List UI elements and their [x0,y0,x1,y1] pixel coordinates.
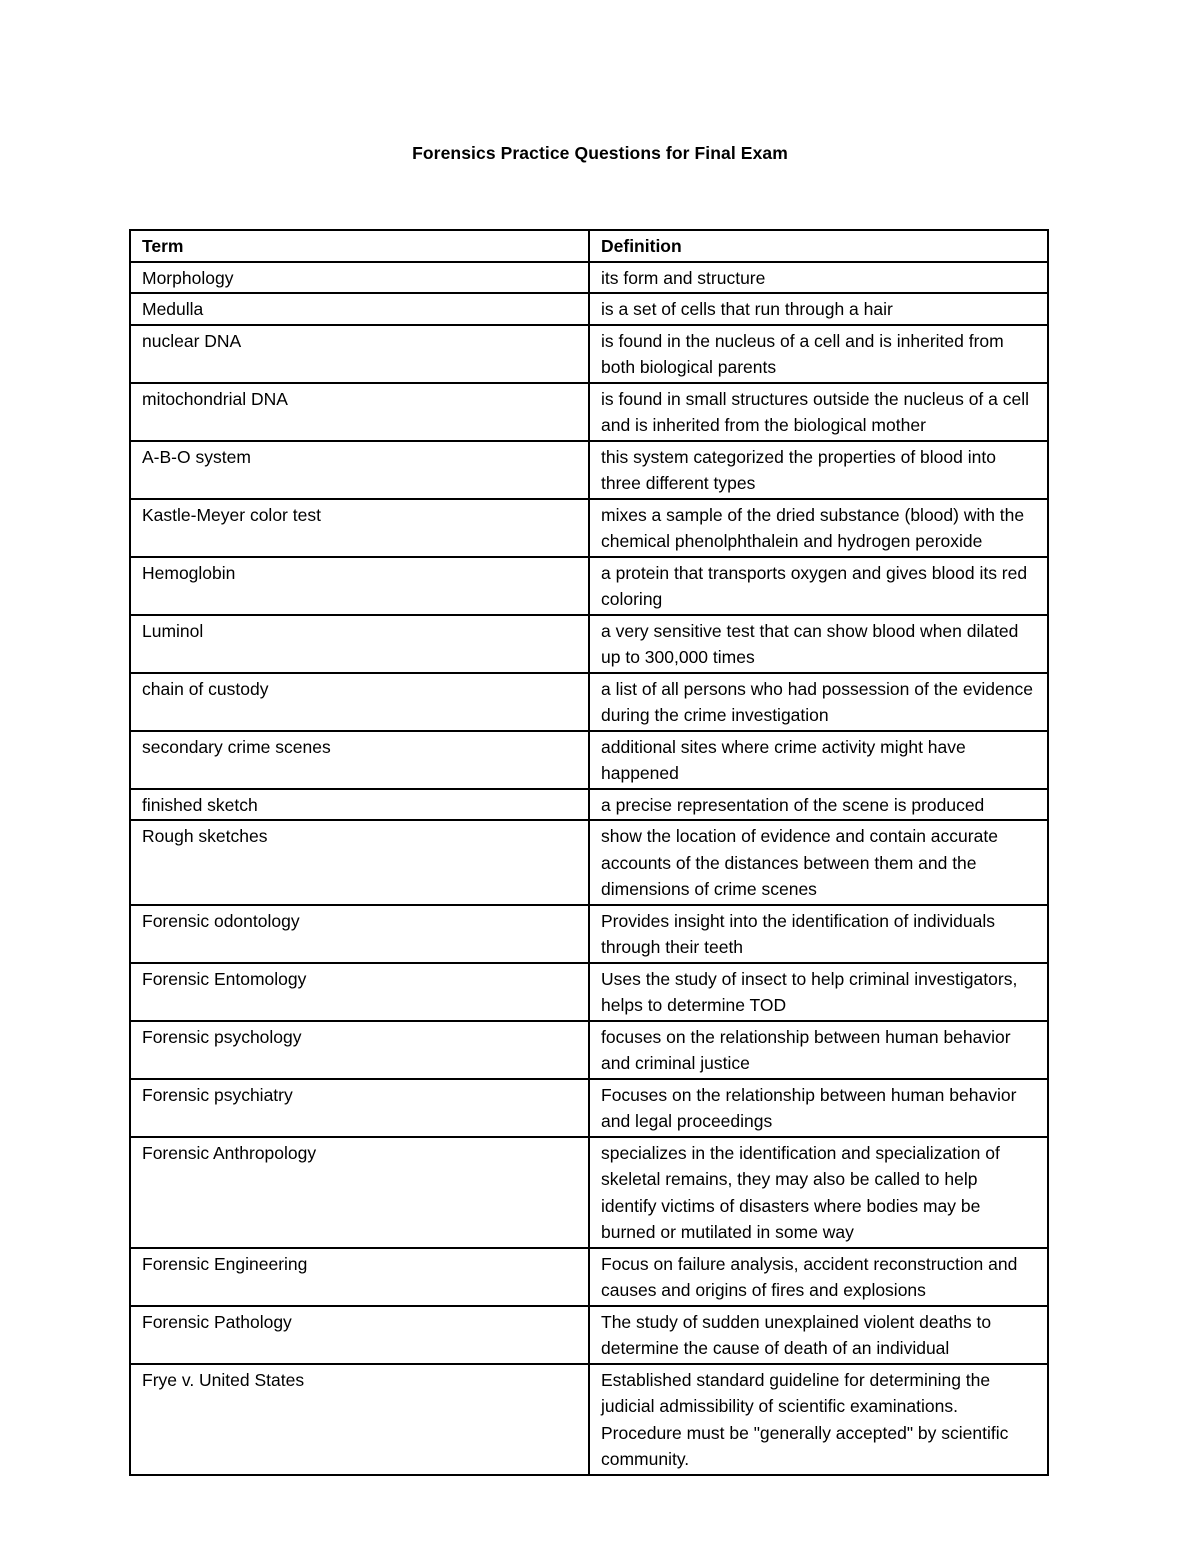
definition-cell: show the location of evidence and contain accurate accounts of the distances between them and the dimensions of crime scenes [589,820,1048,905]
table-row [130,293,1048,325]
table-row [130,383,1048,441]
term-cell: Frye v. United States [130,1364,589,1475]
definition-cell: focuses on the relationship between human behavior and criminal justice [589,1021,1048,1079]
definition-cell: a precise representation of the scene is produced [589,789,1048,821]
definition-cell: Focuses on the relationship between human behavior and legal proceedings [589,1079,1048,1137]
term-cell: Kastle-Meyer color test [130,499,589,557]
term-cell: Rough sketches [130,820,589,905]
term-column-header: Term [130,230,589,262]
definition-cell: a very sensitive test that can show blood when dilated up to 300,000 times [589,615,1048,673]
definition-cell: Uses the study of insect to help criminal investigators, helps to determine TOD [589,963,1048,1021]
term-cell: Forensic Pathology [130,1306,589,1364]
table-row [130,557,1048,615]
table-row [130,1137,1048,1248]
term-cell: Medulla [130,293,589,325]
definition-cell: is a set of cells that run through a hair [589,293,1048,325]
table-row [130,1248,1048,1306]
definition-cell: a protein that transports oxygen and gives blood its red coloring [589,557,1048,615]
definition-cell: mixes a sample of the dried substance (blood) with the chemical phenolphthalein and hydrogen peroxide [589,499,1048,557]
definition-cell: specializes in the identification and specialization of skeletal remains, they may also be called to help identify victims of disasters where bodies may be burned or mutilated in some way [589,1137,1048,1248]
definition-cell: this system categorized the properties of blood into three different types [589,441,1048,499]
definition-cell: a list of all persons who had possession of the evidence during the crime investigation [589,673,1048,731]
term-cell: mitochondrial DNA [130,383,589,441]
definition-cell: The study of sudden unexplained violent deaths to determine the cause of death of an individual [589,1306,1048,1364]
table-row [130,820,1048,905]
table-row [130,1079,1048,1137]
table-row [130,325,1048,383]
term-cell: Forensic Anthropology [130,1137,589,1248]
table-row [130,789,1048,821]
definition-cell: Focus on failure analysis, accident reconstruction and causes and origins of fires and explosions [589,1248,1048,1306]
table-header-row [130,230,1048,262]
glossary-table [129,229,1049,1476]
table-row [130,905,1048,963]
table-row [130,1364,1048,1475]
definition-cell: Established standard guideline for determining the judicial admissibility of scientific examinations. Procedure must be "generally accepted" by scientific community. [589,1364,1048,1475]
term-cell: Morphology [130,262,589,294]
definition-column-header: Definition [589,230,1048,262]
table-row [130,731,1048,789]
table-row [130,499,1048,557]
table-row [130,963,1048,1021]
table-row [130,262,1048,294]
term-cell: Forensic psychiatry [130,1079,589,1137]
table-row [130,1021,1048,1079]
term-cell: A-B-O system [130,441,589,499]
term-cell: nuclear DNA [130,325,589,383]
term-cell: finished sketch [130,789,589,821]
term-cell: chain of custody [130,673,589,731]
term-cell: Luminol [130,615,589,673]
table-row [130,615,1048,673]
definition-cell: its form and structure [589,262,1048,294]
term-cell: Forensic Entomology [130,963,589,1021]
page-title: Forensics Practice Questions for Final Exam [412,143,788,163]
definition-cell: additional sites where crime activity might have happened [589,731,1048,789]
term-cell: Forensic Engineering [130,1248,589,1306]
term-cell: secondary crime scenes [130,731,589,789]
definition-cell: is found in small structures outside the nucleus of a cell and is inherited from the biological mother [589,383,1048,441]
table-row [130,673,1048,731]
table-row [130,1306,1048,1364]
term-cell: Forensic odontology [130,905,589,963]
term-cell: Hemoglobin [130,557,589,615]
glossary-body [130,262,1048,1475]
definition-cell: Provides insight into the identification of individuals through their teeth [589,905,1048,963]
table-row [130,441,1048,499]
term-cell: Forensic psychology [130,1021,589,1079]
definition-cell: is found in the nucleus of a cell and is inherited from both biological parents [589,325,1048,383]
